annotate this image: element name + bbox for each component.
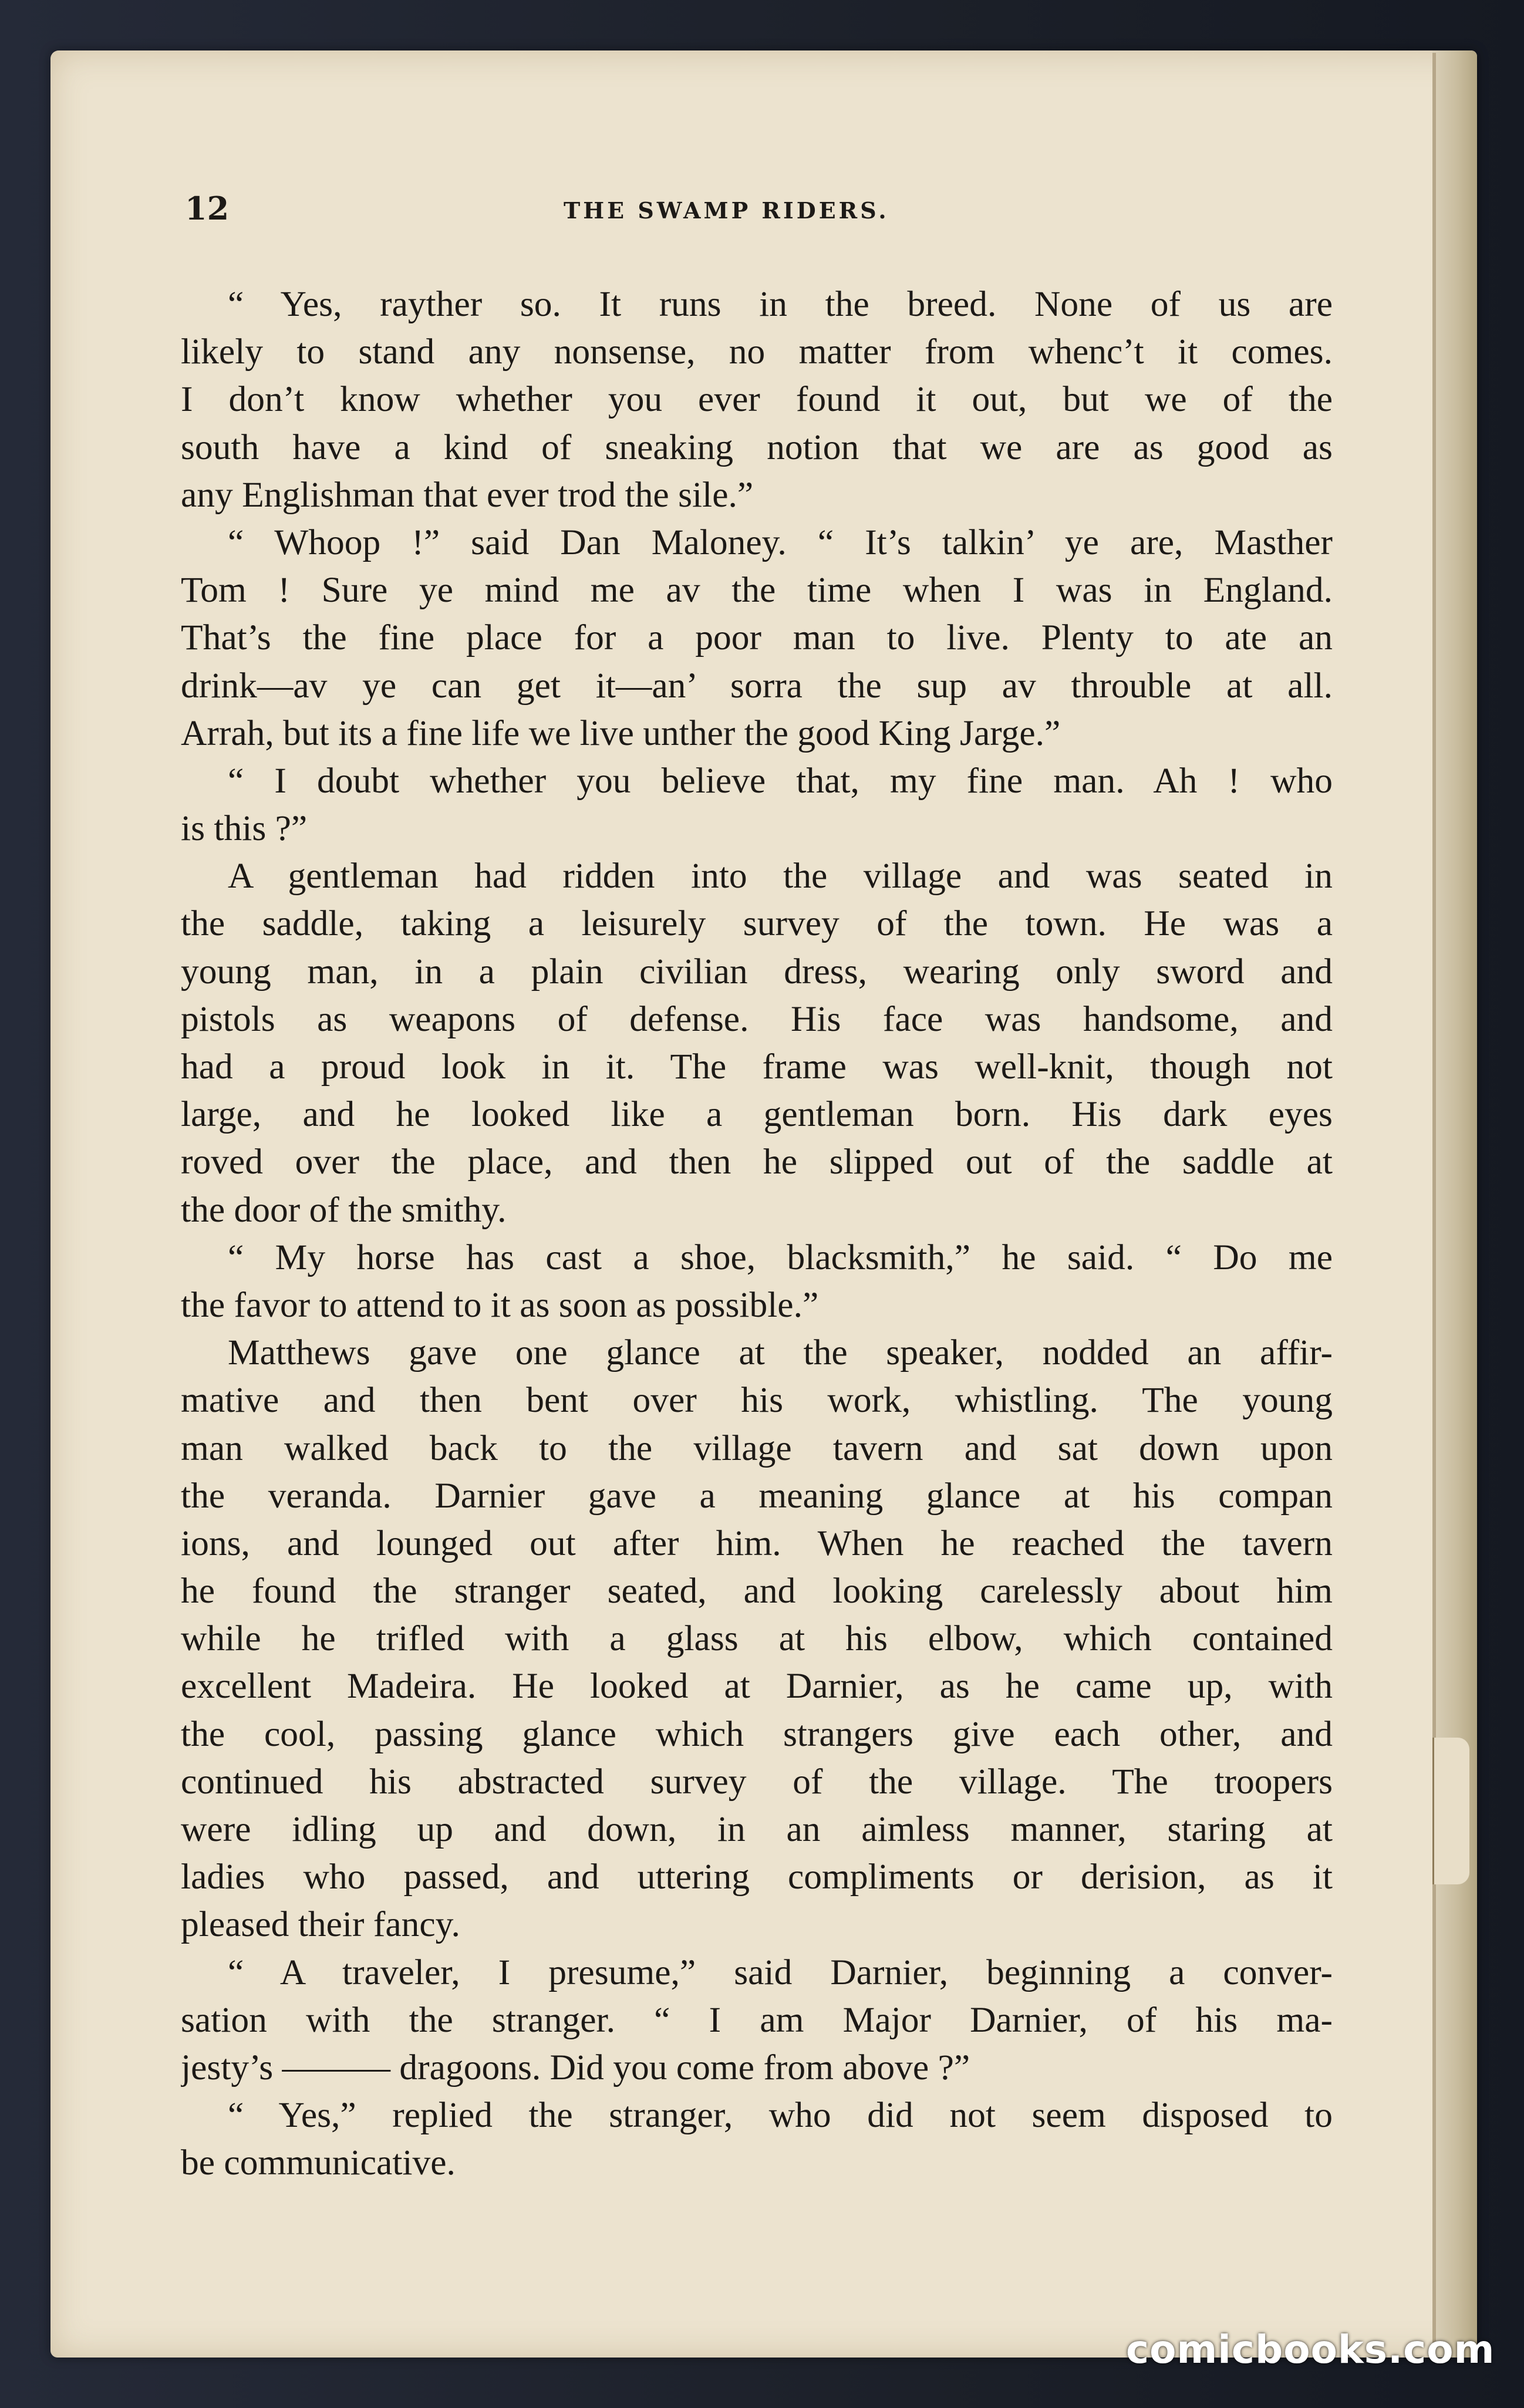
site-watermark: comicbooks.com — [1126, 2327, 1495, 2372]
text-line: “ Yes, rayther so. It runs in the breed. None of us are — [228, 284, 1333, 324]
text-line: excellent Madeira. He looked at Darnier, as he came up, with — [181, 1666, 1333, 1706]
text-line: “ I doubt whether you believe that, my fine man. Ah ! who — [228, 760, 1333, 801]
text-line: sation with the stranger. “ I am Major Darnier, of his ma- — [181, 1999, 1333, 2040]
text-line: I don’t know whether you ever found it out, but we of the — [181, 379, 1333, 420]
text-line: “ My horse has cast a shoe, blacksmith,” he said. “ Do me — [228, 1237, 1333, 1277]
text-line: any Englishman that ever trod the sile.” — [181, 474, 754, 515]
page-tab — [1432, 1738, 1469, 1884]
page-gutter-line — [1432, 53, 1436, 2354]
text-line: drink—av ye can get it—an’ sorra the sup av throuble at all. — [181, 665, 1333, 706]
text-line: mative and then bent over his work, whistling. The young — [181, 1380, 1333, 1421]
text-line: the door of the smithy. — [181, 1189, 507, 1230]
text-line: Tom ! Sure ye mind me av the time when I was in England. — [181, 570, 1333, 611]
text-line: south have a kind of sneaking notion that we are as good as — [181, 427, 1333, 467]
text-line: Matthews gave one glance at the speaker, nodded an affir- — [228, 1333, 1333, 1373]
text-line: ladies who passed, and uttering compliments or derision, as it — [181, 1857, 1333, 1897]
text-line: likely to stand any nonsense, no matter from whenc’t it comes. — [181, 332, 1333, 372]
running-head — [0, 191, 1524, 226]
text-line: the cool, passing glance which strangers give each other, and — [181, 1714, 1333, 1754]
text-line: Arrah, but its a fine life we live unther the good King Jarge.” — [181, 713, 1061, 753]
text-line: the veranda. Darnier gave a meaning glance at his compan — [181, 1475, 1333, 1516]
text-line: That’s the fine place for a poor man to live. Plenty to ate an — [181, 618, 1333, 658]
text-line: A gentleman had ridden into the village and was seated in — [228, 856, 1333, 896]
text-line: the favor to attend to it as soon as possible.” — [181, 1284, 819, 1325]
text-line: man walked back to the village tavern and sat down upon — [181, 1428, 1333, 1468]
text-line: were idling up and down, in an aimless manner, staring at — [181, 1809, 1333, 1849]
text-line: continued his abstracted survey of the village. The troopers — [181, 1761, 1333, 1802]
page-edge — [1432, 50, 1477, 2358]
text-line: had a proud look in it. The frame was well-knit, though not — [181, 1047, 1333, 1087]
page-number: 12 — [185, 190, 230, 227]
text-line: while he trifled with a glass at his elbow, which contained — [181, 1618, 1333, 1659]
text-line: he found the stranger seated, and looking carelessly about him — [181, 1571, 1333, 1611]
text-line: pistols as weapons of defense. His face was handsome, and — [181, 999, 1333, 1039]
text-line: roved over the place, and then he slipped out of the saddle at — [181, 1142, 1333, 1182]
text-line: be communicative. — [181, 2143, 456, 2183]
text-line: large, and he looked like a gentleman born. His dark eyes — [181, 1094, 1333, 1135]
text-line: is this ?” — [181, 808, 308, 849]
text-line: jesty’s ——— dragoons. Did you come from above ?” — [181, 2047, 970, 2087]
text-line: “ A traveler, I presume,” said Darnier, beginning a conver- — [228, 1952, 1333, 1992]
text-line: the saddle, taking a leisurely survey of the town. He was a — [181, 903, 1333, 944]
text-line: pleased their fancy. — [181, 1904, 460, 1945]
running-title: THE SWAMP RIDERS. — [564, 197, 889, 224]
body-text — [181, 281, 1333, 2187]
text-line: young man, in a plain civilian dress, wearing only sword and — [181, 951, 1333, 991]
text-line: “ Whoop !” said Dan Maloney. “ It’s talkin’ ye are, Masther — [228, 522, 1333, 562]
text-line: “ Yes,” replied the stranger, who did not seem disposed to — [228, 2095, 1333, 2136]
text-line: ions, and lounged out after him. When he reached the tavern — [181, 1523, 1333, 1563]
